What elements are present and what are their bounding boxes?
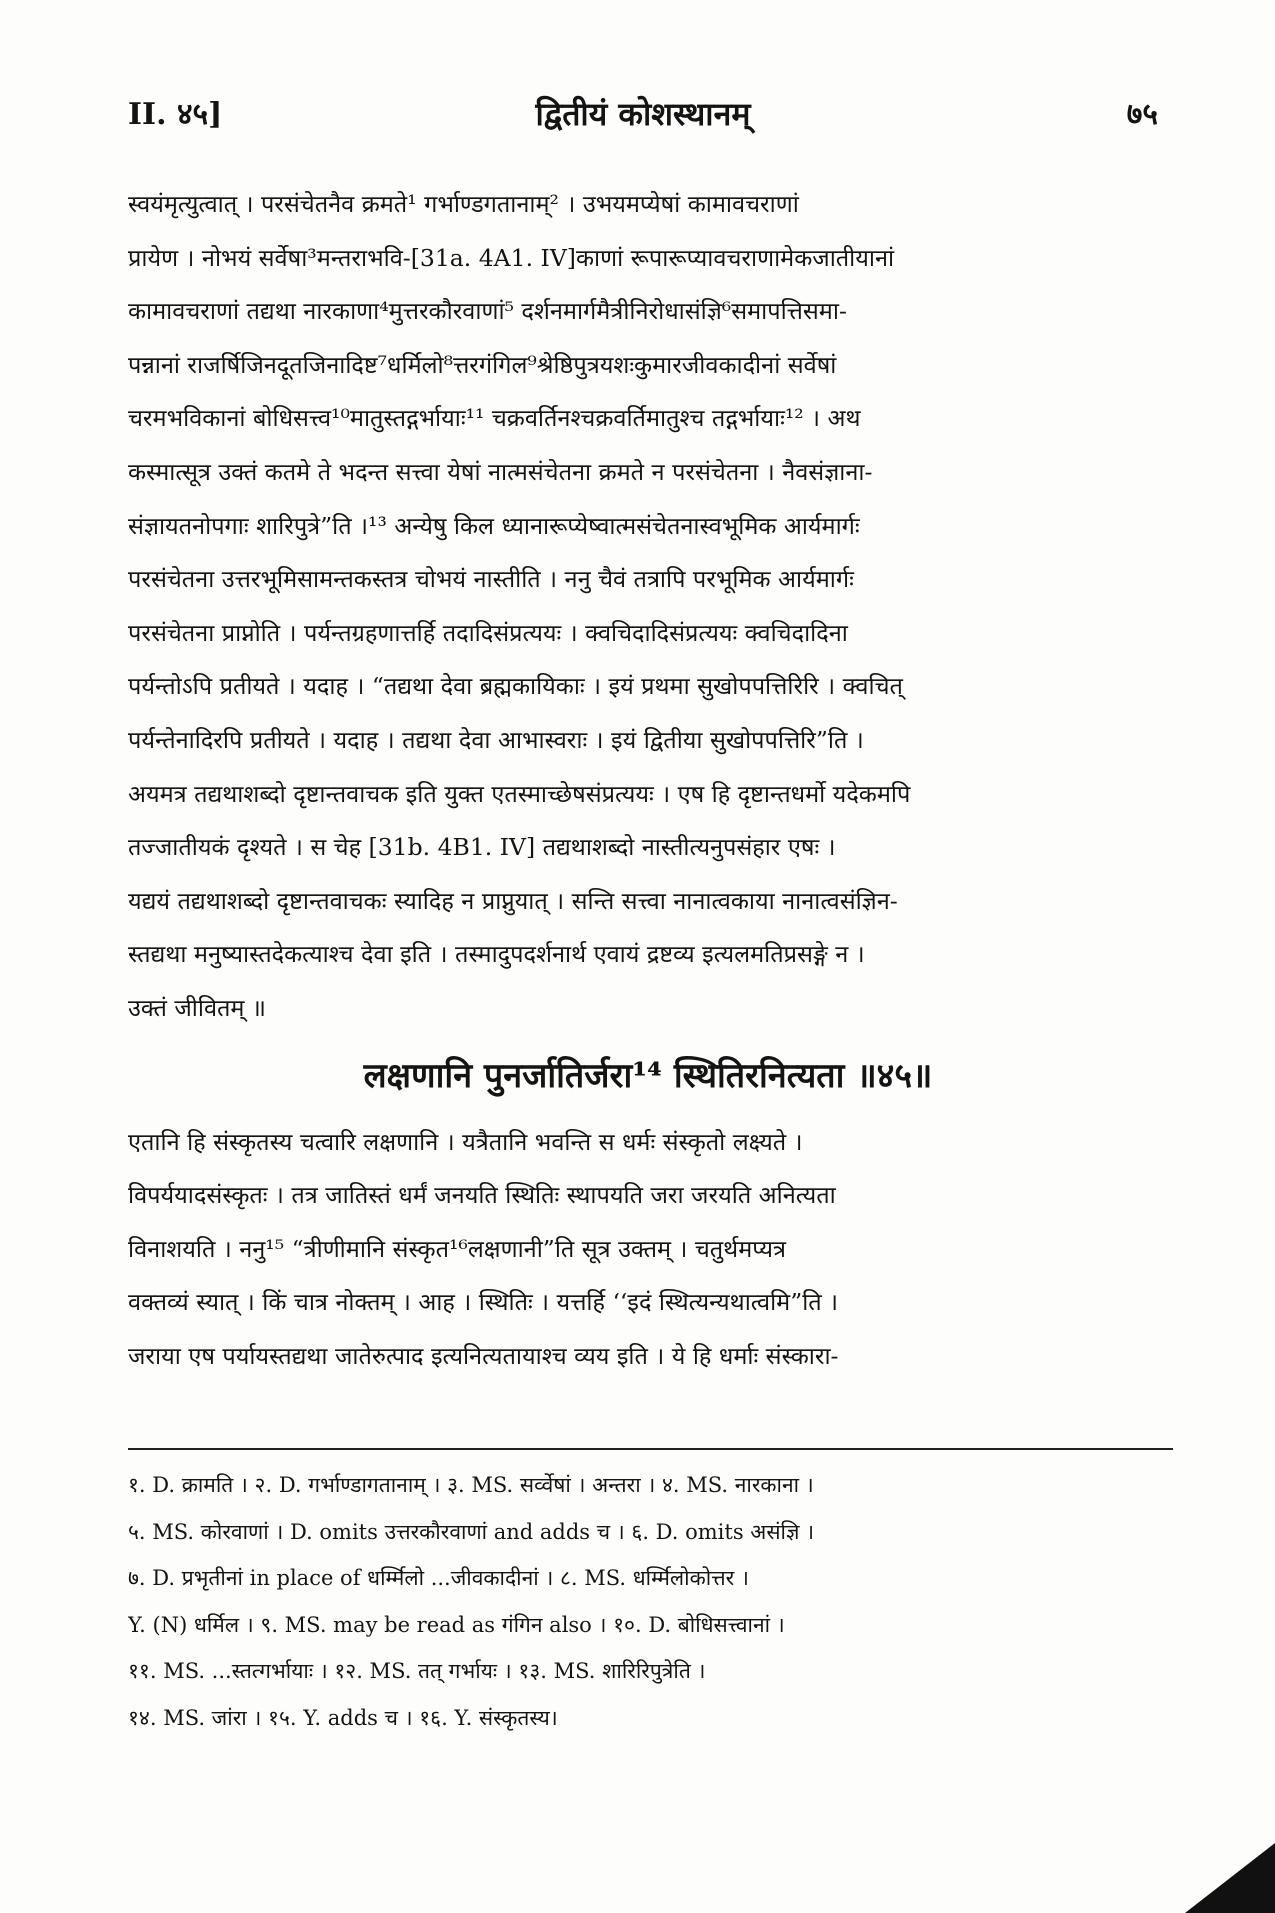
- main-text: [128, 178, 1168, 1383]
- text-line: जराया एष पर्यायस्तद्यथा जातेरुत्पाद इत्यनित्यतायाश्च व्यय इति । ये हि धर्माः संस्कारा-: [128, 1341, 839, 1370]
- text-line: विनाशयति । ननु¹⁵ “त्रीणीमानि संस्कृत¹⁶लक्षणानी”ति सूत्र उक्तम् । चतुर्थमप्यत्र: [128, 1234, 786, 1263]
- text-line: परसंचेतना उत्तरभूमिसामन्तकस्तत्र चोभयं नास्तीति । ननु चैवं तत्रापि परभूमिक आर्यमार्गः: [128, 565, 854, 594]
- page-title: द्वितीयं कोशस्थानम्: [535, 95, 751, 133]
- text-line: स्वयंमृत्युत्वात् । परसंचेतनैव क्रमते¹ गर्भाण्डगतानाम्² । उभयमप्येषां कामावचराणां: [128, 190, 799, 218]
- footnote-line: ११. MS. ...स्तत्गर्भायाः । १२. MS. तत् गर्भायः । १३. MS. शारिरिपुत्रेति ।: [128, 1659, 706, 1683]
- text-line: कस्मात्सूत्र उक्तं कतमे ते भदन्त सत्त्वा येषां नात्मसंचेतना क्रमते न परसंचेतना । नैवसंज्ञाना-: [128, 457, 873, 486]
- text-line: पर्यन्तेनादिरपि प्रतीयते । यदाह । तद्यथा देवा आभास्वराः । इयं द्वितीया सुखोपपत्तिरि”ति ।: [128, 725, 864, 754]
- text-line: एतानि हि संस्कृतस्य चत्वारि लक्षणानि । यत्रैतानि भवन्ति स धर्मः संस्कृतो लक्ष्यते ।: [128, 1127, 803, 1156]
- footnote-line: १४. MS. जांरा । १५. Y. adds च । १६. Y. संस्कृतस्य।: [128, 1705, 558, 1730]
- text-line: यद्ययं तद्यथाशब्दो दृष्टान्तवाचकः स्यादिह न प्राप्नुयात् । सन्ति सत्त्वा नानात्वकाया नानात्वसंज्ञिन-: [128, 886, 898, 915]
- text-line: तज्जातीयकं दृश्यते । स चेह [31b. 4B1. IV] तद्यथाशब्दो नास्तीत्यनुपसंहार एषः ।: [128, 833, 836, 862]
- text-line: पर्यन्तोऽपि प्रतीयते । यदाह । “तद्यथा देवा ब्रह्मकायिकाः । इयं प्रथमा सुखोपपत्तिरिरि । क्वचित्: [128, 672, 903, 701]
- text-line: कामावचराणां तद्यथा नारकाणा⁴मुत्तरकौरवाणां⁵ दर्शनमार्गमैत्रीनिरोधासंज्ञि⁶समापत्तिसमा-: [128, 297, 847, 326]
- text-line: स्तद्यथा मनुष्यास्तदेकत्याश्च देवा इति । तस्मादुपदर्शनार्थ एवायं द्रष्टव्य इत्यलमतिप्रसङ्गे न ।: [128, 940, 865, 969]
- text-line: संज्ञायतनोपगाः शारिपुत्रे”ति ।¹³ अन्येषु किल ध्यानारूप्येष्वात्मसंचेतनास्वभूमिक आर्यमार्गः: [128, 511, 860, 540]
- footnote-line: ७. D. प्रभृतीनां in place of धर्म्मिलो ...जीवकादीनां । ८. MS. धर्म्मिलोकोत्तर ।: [128, 1566, 749, 1590]
- verse-heading: लक्षणानि पुनर्जातिर्जरा¹⁴ स्थितिरनित्यता ॥४५॥: [363, 1055, 933, 1096]
- page-number: ७५: [1126, 97, 1158, 132]
- text-line: पन्नानां राजर्षिजिनदूतजिनादिष्ट⁷धर्मिलो⁸त्तरगंगिल⁹श्रेष्ठिपुत्रयशःकुमारजीवकादीनां सर्वेषां: [128, 350, 837, 379]
- footnote-divider: [128, 1448, 1173, 1450]
- footnote-line: ५. MS. कोरवाणां । D. omits उत्तरकौरवाणां and adds च । ६. D. omits असंज्ञि ।: [128, 1519, 815, 1544]
- text-line: चरमभविकानां बोधिसत्त्व¹⁰मातुस्तद्गर्भायाः¹¹ चक्रवर्तिनश्चक्रवर्तिमातुश्च तद्गर्भायाः¹² । अथ: [128, 404, 861, 433]
- text-line: विपर्ययादसंस्कृतः । तत्र जातिस्तं धर्मं जनयति स्थितिः स्थापयति जरा जरयति अनित्यता: [128, 1181, 836, 1210]
- scan-corner-shadow: [1185, 1843, 1275, 1913]
- running-header: [128, 92, 1158, 142]
- text-line: अयमत्र तद्यथाशब्दो दृष्टान्तवाचक इति युक्त एतस्माच्छेषसंप्रत्ययः । एष हि दृष्टान्तधर्मो यदेकमपि: [128, 779, 911, 808]
- section-reference: II. ४५]: [128, 97, 223, 132]
- text-line: प्रायेण । नोभयं सर्वेषा³मन्तराभवि-[31a. 4A1. IV]काणां रूपारूप्यावचराणामेकजातीयानां: [128, 243, 895, 272]
- text-line: वक्तव्यं स्यात् । किं चात्र नोक्तम् । आह । स्थितिः । यत्तर्हि ‘‘इदं स्थित्यन्यथात्वमि”ति ।: [128, 1288, 839, 1317]
- footnote-line: १. D. क्रामति । २. D. गर्भाण्डागतानाम् । ३. MS. सर्व्वेषां । अन्तरा । ४. MS. नारकाना ।: [128, 1473, 814, 1497]
- text-line: परसंचेतना प्राप्नोति । पर्यन्तग्रहणात्तर्हि तदादिसंप्रत्ययः । क्वचिदादिसंप्रत्ययः क्वचिदादिना: [128, 618, 848, 647]
- footnote-line: Y. (N) धर्मिल । ९. MS. may be read as गंगिन also । १०. D. बोधिसत्त्वानां ।: [128, 1612, 785, 1637]
- footnotes: [128, 1462, 1168, 1741]
- text-line: उक्तं जीवितम् ॥: [128, 993, 267, 1022]
